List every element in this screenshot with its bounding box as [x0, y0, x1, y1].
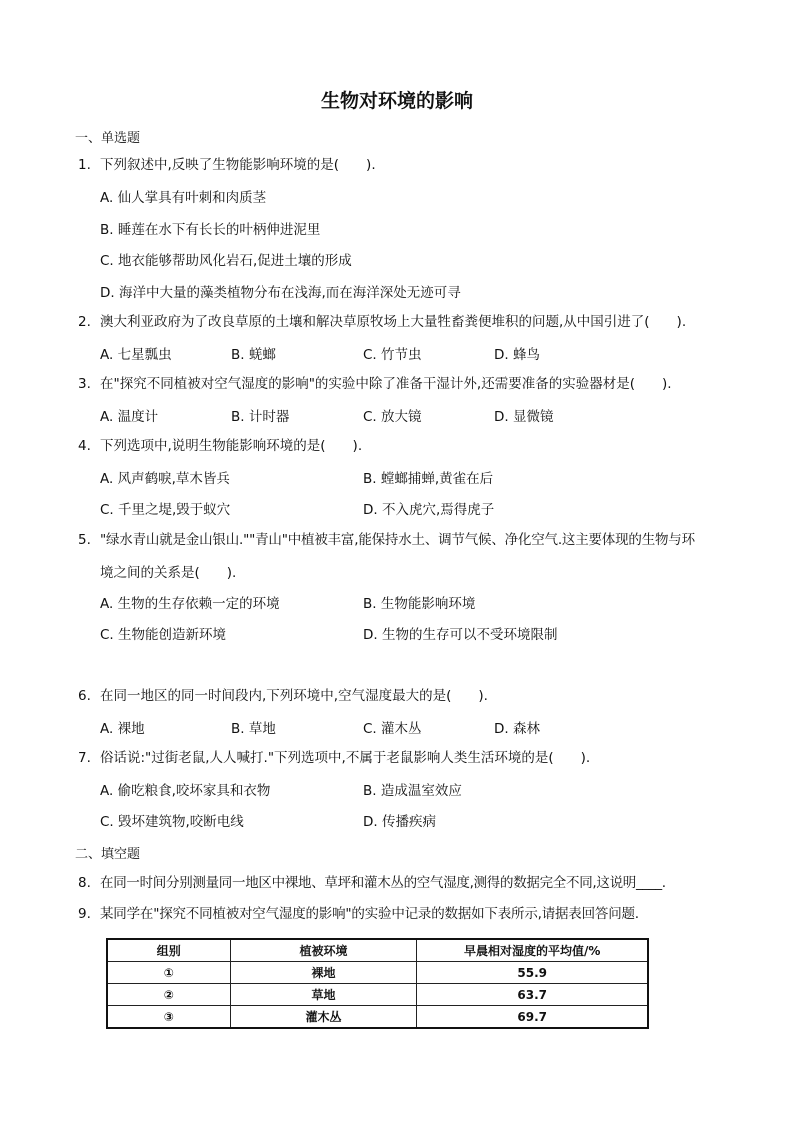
- option-d: D. 海洋中大量的藻类植物分布在浅海,而在海洋深处无迹可寻: [100, 285, 461, 301]
- question-stem: 在同一时间分别测量同一地区中裸地、草坪和灌木丛的空气湿度,测得的数据完全不同,这说明____.: [100, 875, 666, 891]
- table-cell: 草地: [230, 984, 417, 1006]
- table-row: [107, 1006, 648, 1029]
- table-row: [107, 984, 648, 1006]
- question-stem: 下列叙述中,反映了生物能影响环境的是( ).: [100, 157, 376, 173]
- question-stem-continued: 境之间的关系是( ).: [100, 565, 237, 581]
- table-cell: 63.7: [417, 984, 648, 1006]
- option-c: C. 毁坏建筑物,咬断电线: [100, 814, 244, 830]
- humidity-data-table: [106, 938, 649, 1029]
- question-number: 2.: [78, 314, 91, 330]
- table-cell: ③: [107, 1006, 230, 1029]
- question-9: [78, 904, 738, 924]
- question-stem: 在"探究不同植被对空气湿度的影响"的实验中除了准备干湿计外,还需要准备的实验器材是( ).: [100, 376, 672, 392]
- table-cell: ①: [107, 962, 230, 984]
- table-cell: 灌木丛: [230, 1006, 417, 1029]
- table-header-cell: 组别: [107, 939, 230, 962]
- question-stem: 在同一地区的同一时间段内,下列环境中,空气湿度最大的是( ).: [100, 688, 488, 704]
- question-4: [78, 436, 728, 456]
- table-header-cell: 早晨相对湿度的平均值/%: [417, 939, 648, 962]
- option-d: D. 传播疾病: [363, 814, 436, 830]
- option-b: B. 蜣螂: [231, 347, 276, 363]
- question-7: [78, 748, 728, 768]
- question-number: 3.: [78, 376, 91, 392]
- option-a: A. 偷吃粮食,咬坏家具和衣物: [100, 783, 271, 799]
- option-c: C. 地衣能够帮助风化岩石,促进土壤的形成: [100, 253, 352, 269]
- option-a: A. 七星瓢虫: [100, 347, 172, 363]
- option-c: C. 放大镜: [363, 409, 422, 425]
- page-title: 生物对环境的影响: [320, 90, 473, 112]
- option-b: B. 计时器: [231, 409, 290, 425]
- option-b: B. 螳螂捕蝉,黄雀在后: [363, 471, 494, 487]
- option-d: D. 不入虎穴,焉得虎子: [363, 502, 495, 518]
- question-number: 4.: [78, 438, 91, 454]
- question-5: [78, 530, 738, 550]
- table-header-row: [107, 939, 648, 962]
- table-cell: ②: [107, 984, 230, 1006]
- question-6: [78, 686, 728, 706]
- option-b: B. 草地: [231, 721, 276, 737]
- option-b: B. 生物能影响环境: [363, 596, 476, 612]
- question-stem: "绿水青山就是金山银山.""青山"中植被丰富,能保持水土、调节气候、净化空气.这主要体现的生物与环: [100, 532, 695, 548]
- option-a: A. 温度计: [100, 409, 159, 425]
- option-d: D. 显微镜: [494, 409, 554, 425]
- question-number: 1.: [78, 157, 91, 173]
- option-a: A. 裸地: [100, 721, 145, 737]
- table-row: [107, 962, 648, 984]
- option-a: A. 风声鹤唳,草木皆兵: [100, 471, 230, 487]
- question-stem: 俗话说:"过街老鼠,人人喊打."下列选项中,不属于老鼠影响人类生活环境的是( ).: [100, 750, 591, 766]
- option-d: D. 森林: [494, 721, 540, 737]
- option-c: C. 生物能创造新环境: [100, 627, 227, 643]
- option-c: C. 灌木丛: [363, 721, 422, 737]
- option-a: A. 仙人掌具有叶刺和肉质茎: [100, 190, 267, 206]
- table-header-cell: 植被环境: [230, 939, 417, 962]
- section-heading-single-choice: 一、单选题: [75, 131, 141, 146]
- option-c: C. 竹节虫: [363, 347, 422, 363]
- question-3: [78, 374, 728, 394]
- option-d: D. 蜂鸟: [494, 347, 540, 363]
- question-number: 7.: [78, 750, 91, 766]
- question-1: [78, 155, 728, 175]
- question-stem: 某同学在"探究不同植被对空气湿度的影响"的实验中记录的数据如下表所示,请据表回答问题.: [100, 906, 639, 922]
- option-c: C. 千里之堤,毁于蚁穴: [100, 502, 231, 518]
- table-cell: 裸地: [230, 962, 417, 984]
- option-b: B. 造成温室效应: [363, 783, 462, 799]
- question-stem: 下列选项中,说明生物能影响环境的是( ).: [100, 438, 363, 454]
- option-d: D. 生物的生存可以不受环境限制: [363, 627, 558, 643]
- question-number: 8.: [78, 875, 91, 891]
- question-number: 6.: [78, 688, 91, 704]
- question-8: [78, 873, 738, 893]
- question-stem: 澳大利亚政府为了改良草原的土壤和解决草原牧场上大量牲畜粪便堆积的问题,从中国引进了( ).: [100, 314, 687, 330]
- table-cell: 69.7: [417, 1006, 648, 1029]
- question-number: 5.: [78, 532, 91, 548]
- table-cell: 55.9: [417, 962, 648, 984]
- option-a: A. 生物的生存依赖一定的环境: [100, 596, 280, 612]
- question-number: 9.: [78, 906, 91, 922]
- question-2: [78, 312, 728, 332]
- section-heading-fill-blank: 二、填空题: [75, 847, 141, 862]
- option-b: B. 睡莲在水下有长长的叶柄伸进泥里: [100, 222, 321, 238]
